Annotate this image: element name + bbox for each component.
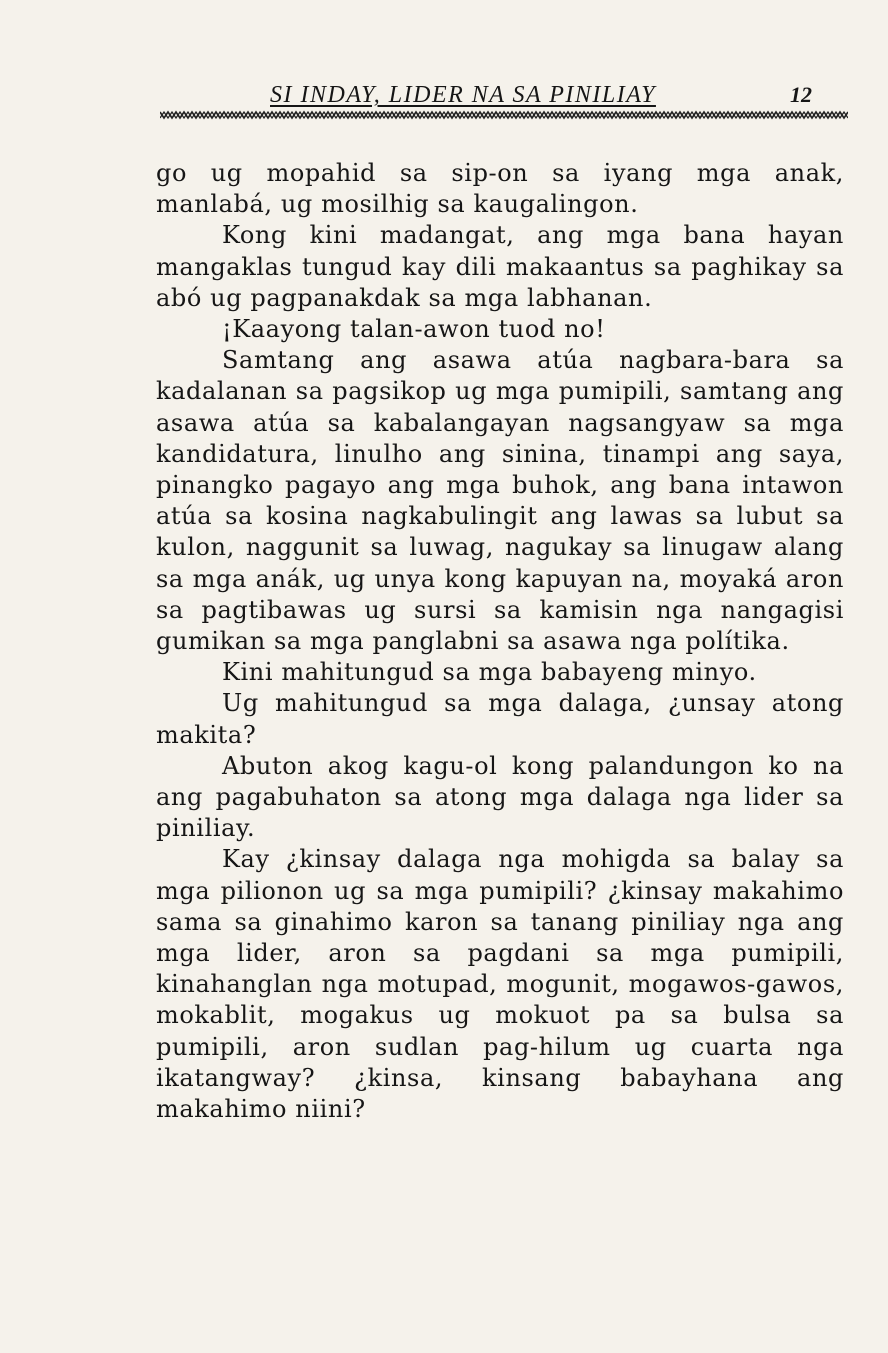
running-title: SI INDAY, LIDER NA SA PINILIAY — [270, 82, 656, 108]
wavy-rule-ornament — [160, 108, 848, 122]
running-head — [160, 82, 848, 118]
paragraph-8: Kay ¿kinsay dalaga nga mohigda sa balay sa mga pilionon ug sa mga pumipili? ¿kinsay makahimo sama sa ginahimo karon sa tanang piniliay nga ang mga lider, aron sa pagdani sa mga pumipili, kinahanglan nga motupad, mogunit, mogawos-gawos, mokablit, mogakus ug mokuot pa sa bulsa sa pumipili, aron sudlan pag-hilum ug cuarta nga ikatangway? ¿kinsa, kinsang babayhana ang makahimo niini? — [156, 845, 844, 1124]
paragraph-6: Ug mahitungud sa mga dalaga, ¿unsay atong makita? — [156, 689, 844, 749]
page-number: 12 — [790, 82, 812, 107]
paragraph-1: go ug mopahid sa sip-on sa iyang mga anak, manlabá, ug mosilhig sa kaugalingon. — [156, 159, 844, 219]
body-text — [156, 158, 844, 1125]
paragraph-3: ¡Kaayong talan-awon tuod no! — [222, 315, 606, 344]
paragraph-4: Samtang ang asawa atúa nagbara-bara sa kadalanan sa pagsikop ug mga pumipili, samtang ang asawa atúa sa kabalangayan nagsangyaw sa mga kandidatura, linulho ang sinina, tinampi ang saya, pinangko pagayo ang mga buhok, ang bana intawon atúa sa kosina nagkabulingit ang lawas sa lubut sa kulon, naggunit sa luwag, nagukay sa linugaw alang sa mga anák, ug unya kong kapuyan na, moyaká aron sa pagtibawas ug sursi sa kamisin nga nangagisi gumikan sa mga panglabni sa asawa nga polítika. — [156, 346, 844, 656]
paragraph-2: Kong kini madangat, ang mga bana hayan mangaklas tungud kay dili makaantus sa paghikay sa abó ug pagpanakdak sa mga labhanan. — [156, 221, 844, 312]
paragraph-5: Kini mahitungud sa mga babayeng minyo. — [222, 658, 757, 687]
paragraph-7: Abuton akog kagu-ol kong palandungon ko na ang pagabuhaton sa atong mga dalaga nga lider sa piniliay. — [156, 751, 844, 843]
